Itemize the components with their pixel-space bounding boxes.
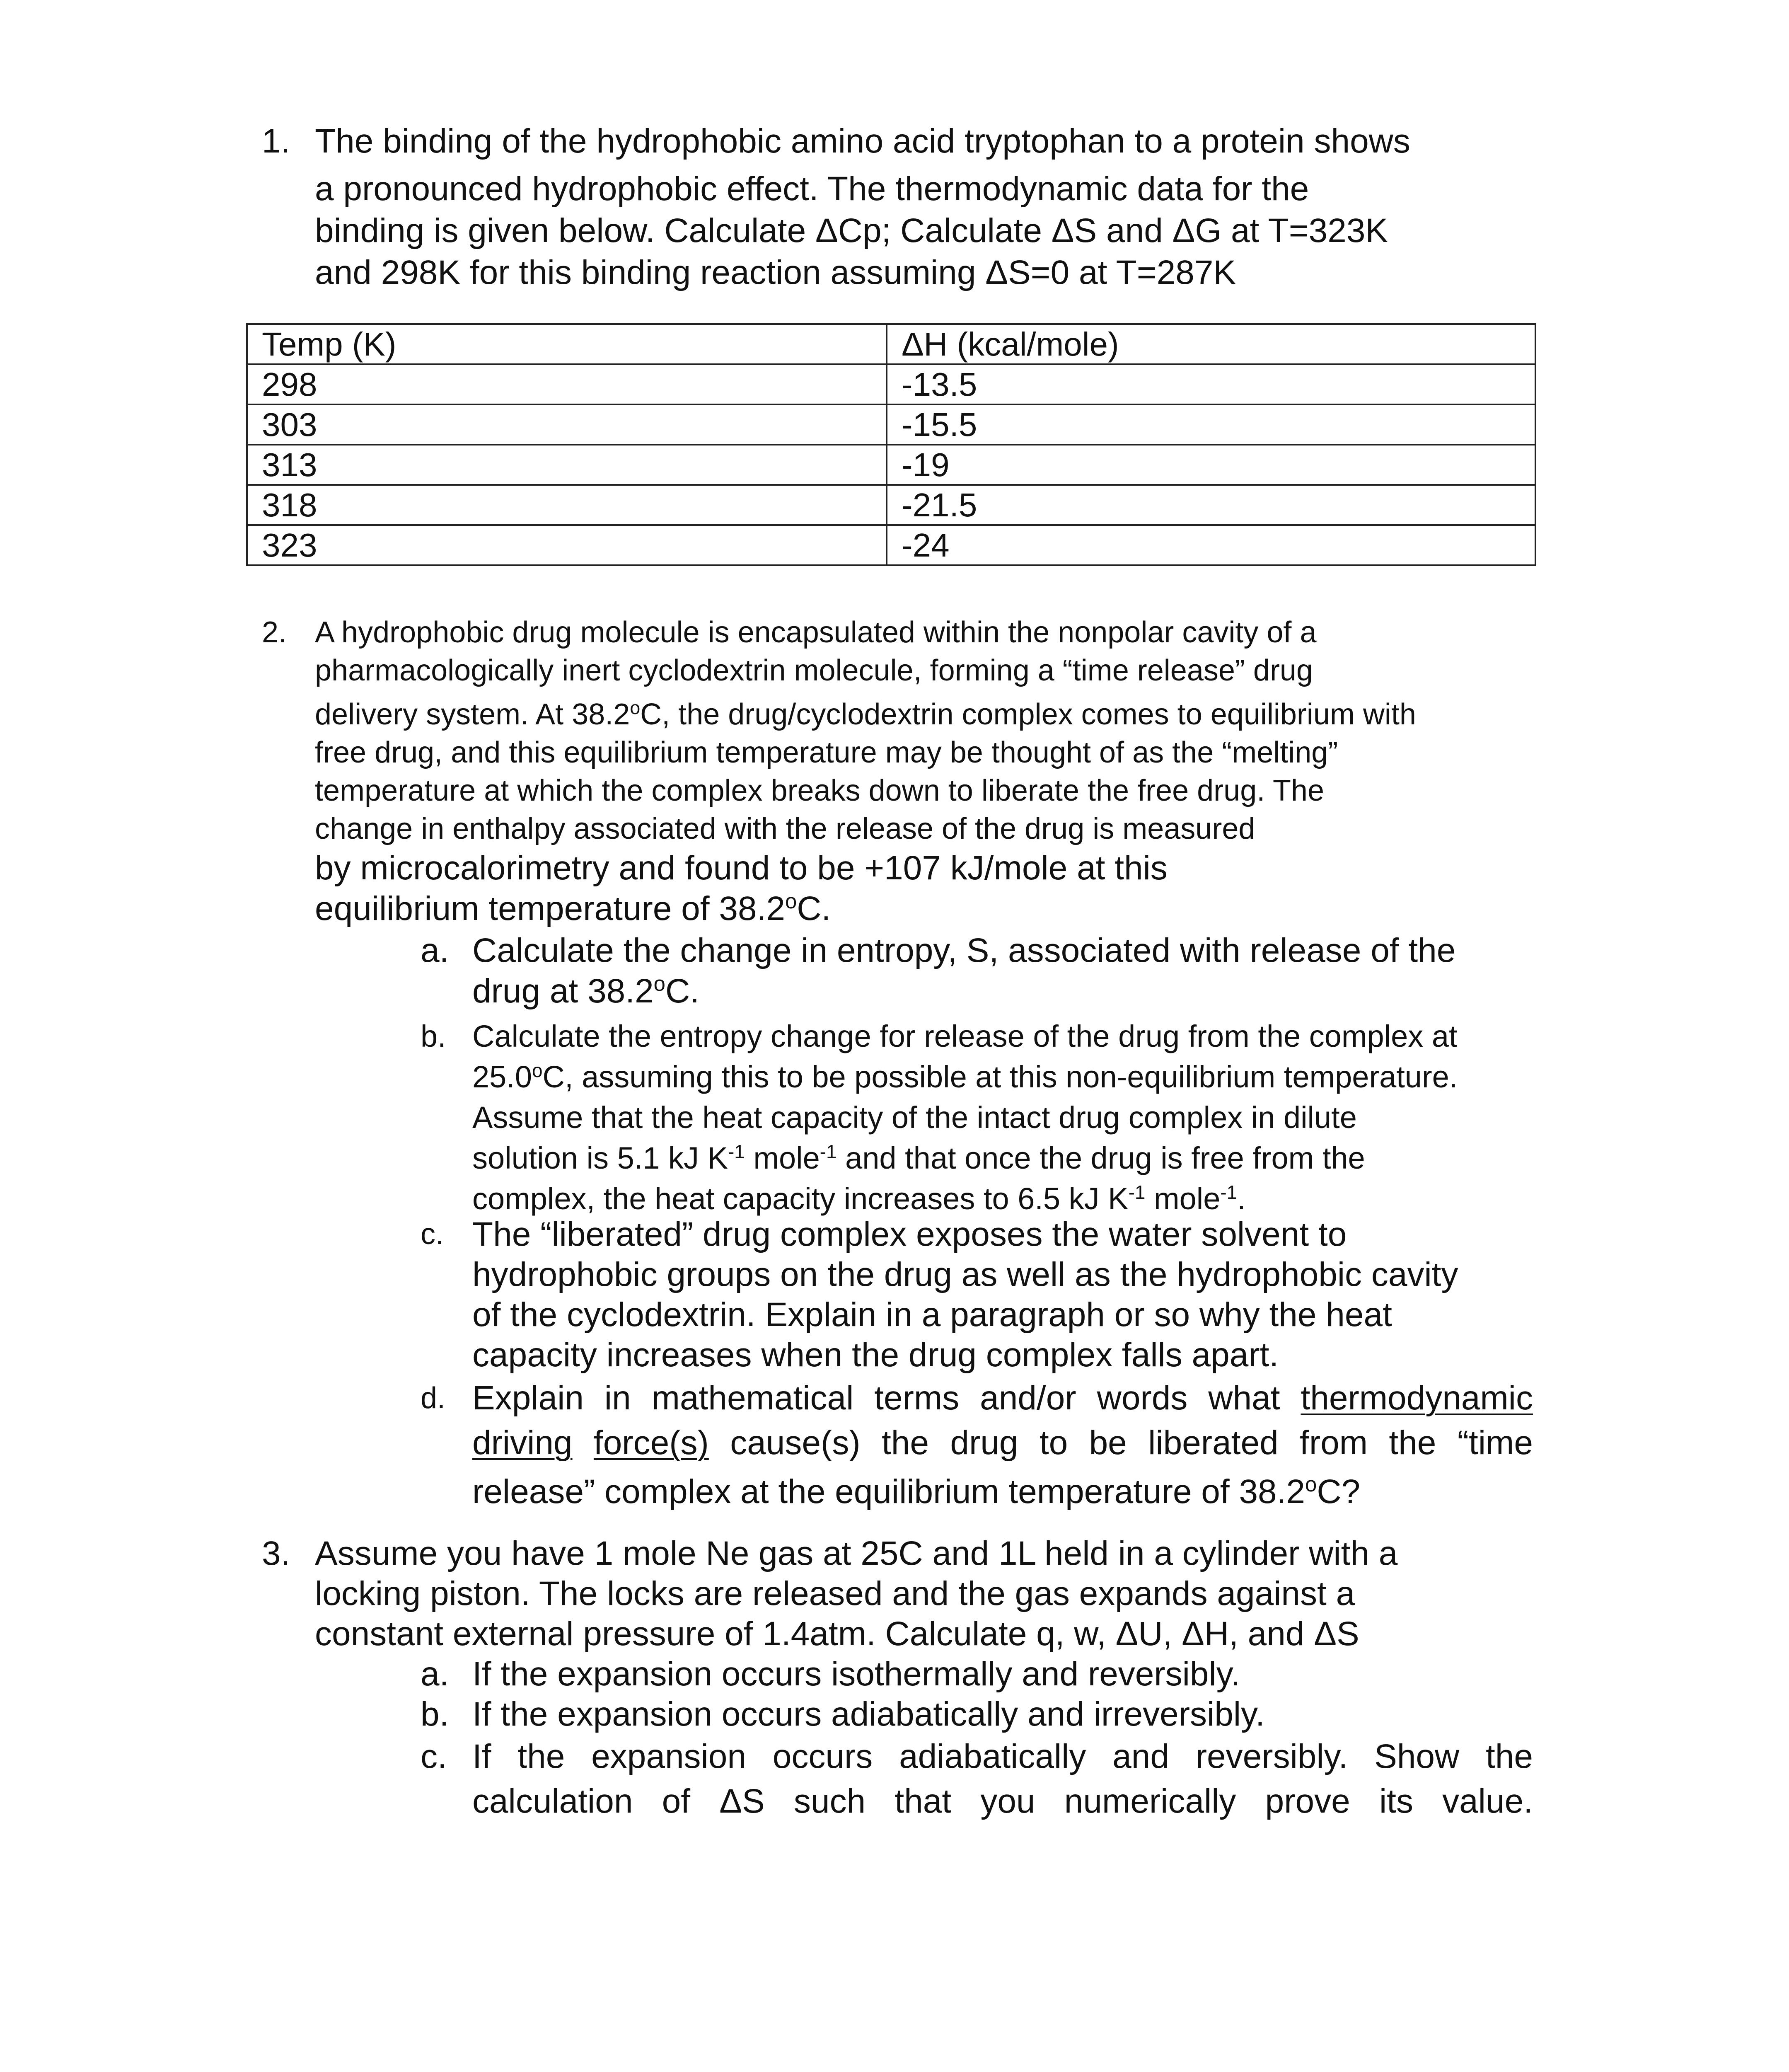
degree-symbol: o (630, 698, 641, 719)
question-2-line-2: pharmacologically inert cyclodextrin molecule, forming a “time release” drug (315, 654, 1313, 687)
question-2a (421, 930, 1533, 1012)
question-2c-line-4: capacity increases when the drug complex falls apart. (472, 1336, 1279, 1374)
table-cell-enthalpy: -13.5 (887, 364, 1535, 404)
question-2-line-6: change in enthalpy associated with the release of the drug is measured (315, 812, 1255, 845)
question-1-line-3: binding is given below. Calculate ΔCp; Calculate ΔS and ΔG at T=323K (315, 212, 1388, 249)
question-2c-letter: c. (421, 1218, 444, 1251)
degree-symbol: o (1305, 1472, 1317, 1496)
degree-symbol: o (785, 889, 797, 913)
question-3c-line-1: If the expansion occurs adiabatically and reversibly. Show the (472, 1738, 1533, 1775)
question-2b-line-5: complex, the heat capacity increases to 6.5 kJ $K^{-1}$ mole$^{-1}$. (472, 1181, 1246, 1216)
question-3 (262, 1533, 1541, 1654)
table-cell-enthalpy: -21.5 (887, 485, 1535, 525)
question-2c (421, 1214, 1533, 1375)
question-2b-line-3: Assume that the heat capacity of the intact drug complex in dilute (472, 1100, 1357, 1135)
table-row (247, 485, 1535, 525)
question-2a-line-2: drug at 38.2$^o$C. (472, 972, 699, 1010)
question-2c-line-2: hydrophobic groups on the drug as well as the hydrophobic cavity (472, 1256, 1458, 1293)
degree-symbol: o (653, 972, 665, 996)
question-2b-line-1: Calculate the entropy change for release of the drug from the complex at (472, 1019, 1458, 1053)
table-cell-temp: 313 (247, 445, 887, 485)
table-cell-temp: 323 (247, 525, 887, 565)
exponent: -1 (1128, 1181, 1146, 1203)
question-3b (421, 1694, 1533, 1734)
question-3-line-3: constant external pressure of 1.4atm. Calculate q, w, ΔU, ΔH, and ΔS (315, 1615, 1359, 1653)
question-1-number: 1. (262, 122, 290, 160)
question-2 (262, 613, 1541, 929)
question-3-line-1: Assume you have 1 mole Ne gas at 25C and 1L held in a cylinder with a (315, 1535, 1398, 1572)
table-row (247, 404, 1535, 445)
degree-symbol: o (532, 1059, 543, 1081)
underlined-text: driving (472, 1424, 573, 1462)
question-2-line-7: by microcalorimetry and found to be +107 kJ/mole at this (315, 849, 1168, 887)
question-2d-line-2: driving force(s) cause(s) the drug to be liberated from the “time (472, 1424, 1533, 1462)
question-3-line-2: locking piston. The locks are released and the gas expands against a (315, 1575, 1355, 1612)
question-3a-letter: a. (421, 1655, 449, 1693)
question-2a-line-1: Calculate the change in entropy, S, associated with release of the (472, 932, 1456, 969)
question-1-line-2: a pronounced hydrophobic effect. The thermodynamic data for the (315, 170, 1309, 208)
question-3b-letter: b. (421, 1695, 449, 1733)
question-2-line-5: temperature at which the complex breaks down to liberate the free drug. The (315, 774, 1325, 807)
table-cell-enthalpy: -15.5 (887, 404, 1535, 445)
question-1 (262, 120, 1541, 293)
question-2b-line-2: 25.0$^o$C, assuming this to be possible at this non-equilibrium temperature. (472, 1059, 1458, 1094)
question-2a-letter: a. (421, 932, 449, 969)
enthalpy-table (246, 323, 1536, 566)
question-2-line-8: equilibrium temperature of 38.2$^o$C. (315, 889, 831, 927)
question-2d-letter: d. (421, 1382, 446, 1415)
question-3a (421, 1654, 1533, 1694)
table-header-row (247, 324, 1535, 364)
question-3-number: 3. (262, 1535, 290, 1572)
question-1-line-1: The binding of the hydrophobic amino acid tryptophan to a protein shows (315, 122, 1410, 160)
question-2-line-4: free drug, and this equilibrium temperature may be thought of as the “melting” (315, 736, 1338, 769)
question-2d-line-3: release” complex at the equilibrium temperature of 38.2$^o$C? (472, 1472, 1361, 1510)
table-cell-temp: 318 (247, 485, 887, 525)
exponent: -1 (1220, 1181, 1238, 1203)
question-2-number: 2. (262, 616, 287, 649)
question-3c-letter: c. (421, 1738, 447, 1775)
table-cell-enthalpy: -24 (887, 525, 1535, 565)
question-2d-line-1: Explain in mathematical terms and/or words what thermodynamic (472, 1379, 1533, 1417)
table-row (247, 364, 1535, 404)
table-row (247, 525, 1535, 565)
exponent: -1 (728, 1140, 745, 1162)
underlined-text: force(s) (593, 1424, 709, 1462)
table-cell-enthalpy: -19 (887, 445, 1535, 485)
question-2-line-1: A hydrophobic drug molecule is encapsulated within the nonpolar cavity of a (315, 616, 1317, 649)
table-row (247, 445, 1535, 485)
question-2c-line-1: The “liberated” drug complex exposes the water solvent to (472, 1215, 1347, 1253)
question-3b-text: If the expansion occurs adiabatically and irreversibly. (472, 1695, 1265, 1733)
question-1-line-4: and 298K for this binding reaction assuming ΔS=0 at T=287K (315, 254, 1236, 291)
question-3a-text: If the expansion occurs isothermally and reversibly. (472, 1655, 1240, 1693)
question-2c-line-3: of the cyclodextrin. Explain in a paragraph or so why the heat (472, 1296, 1392, 1334)
underlined-text: thermodynamic (1301, 1379, 1533, 1417)
question-2b-letter: b. (421, 1019, 446, 1053)
exponent: -1 (820, 1140, 837, 1162)
question-3c-line-2: calculation of ΔS such that you numerically prove its value. (472, 1782, 1533, 1820)
question-2b-line-4: solution is 5.1 kJ $K^{-1}$ mole$^{-1}$ and that once the drug is free from the (472, 1140, 1365, 1175)
table-cell-temp: 303 (247, 404, 887, 445)
table-header-enthalpy: ΔH (kcal/mole) (887, 324, 1535, 364)
question-2d (421, 1376, 1533, 1514)
table-header-temp: Temp (K) (247, 324, 887, 364)
table-cell-temp: 298 (247, 364, 887, 404)
question-2b (421, 1016, 1533, 1219)
question-2-line-3: delivery system. At 38.2$^o$C, the drug/cyclodextrin complex comes to equilibrium with (315, 698, 1416, 731)
question-3c (421, 1734, 1533, 1824)
